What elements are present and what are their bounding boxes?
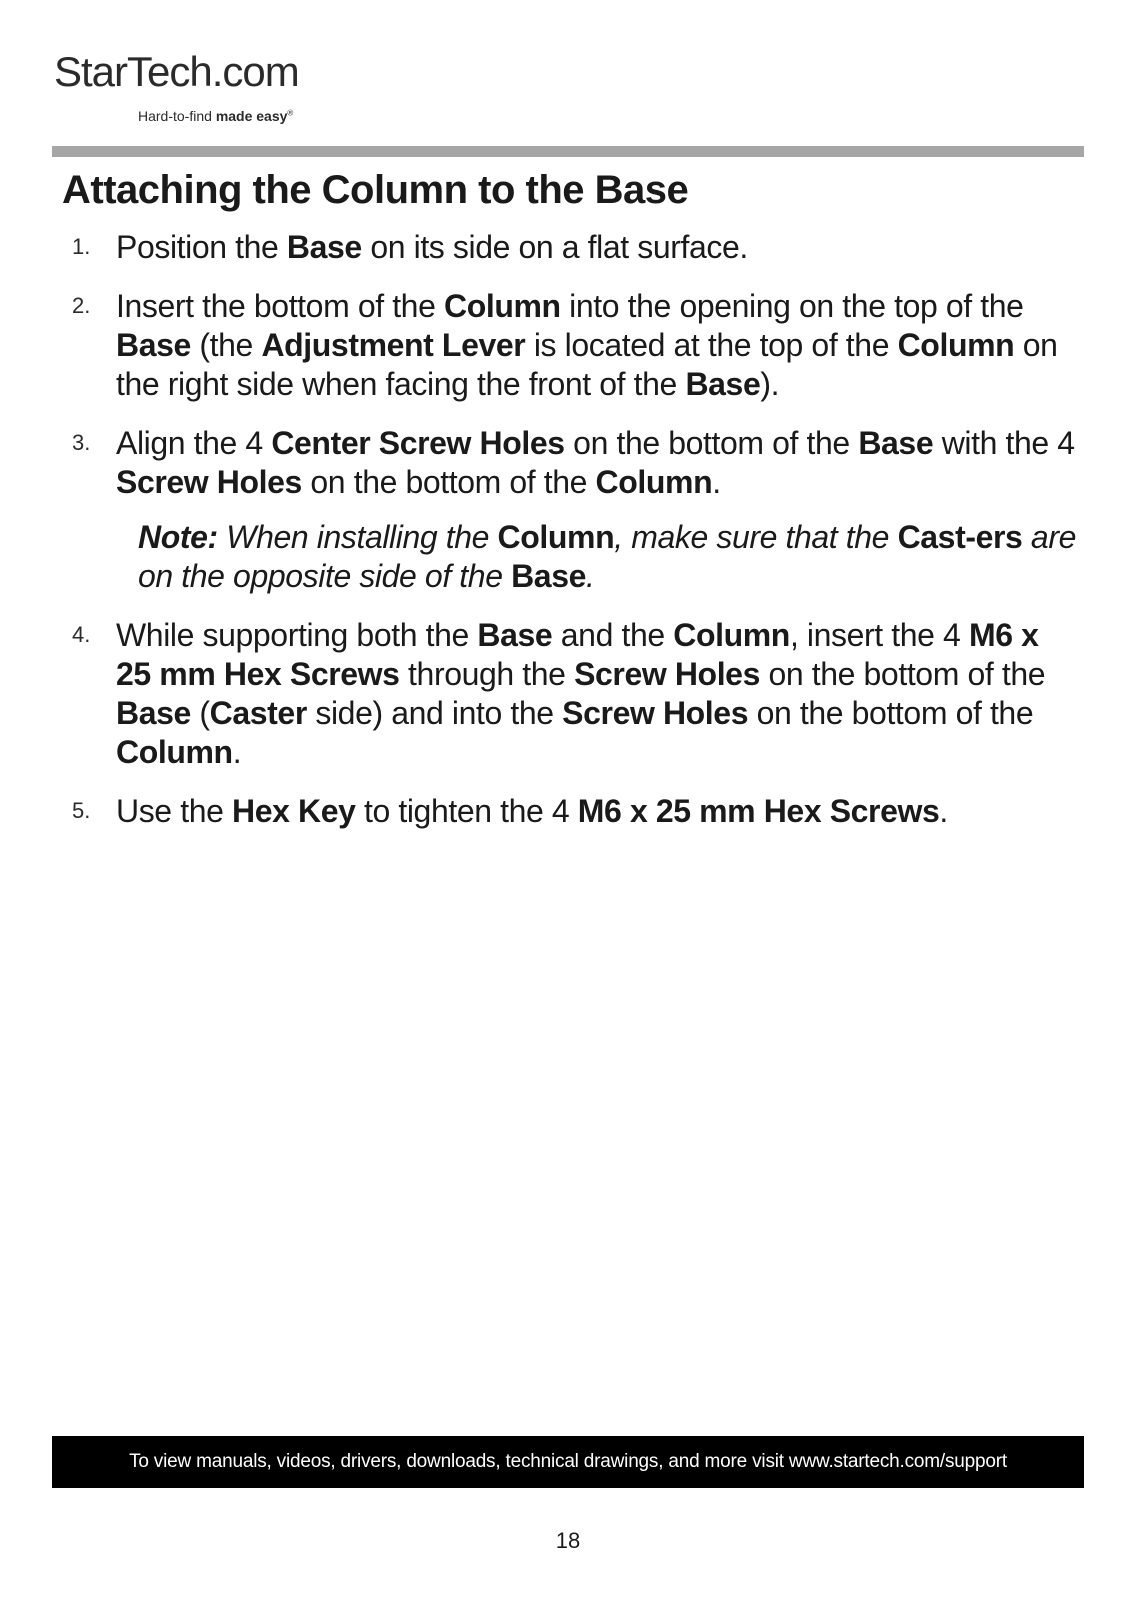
logo-tagline-bold: made easy [215,108,288,124]
logo-tagline [138,108,293,124]
step-text: Insert the bottom of the Column into the opening on the top of the Base (the Adjustment Lever is located at the top of the Column on the right side when facing the front of the Base). [116,288,1058,402]
step-number: 1. [72,234,91,259]
header-divider [52,146,1084,157]
step-text: Position the Base on its side on a flat surface. [116,229,748,265]
logo-wordmark: StarTech.com [54,48,299,95]
note-label: Note: [138,519,218,555]
step-text: Align the 4 Center Screw Holes on the bottom of the Base with the 4 Screw Holes on the bottom of the Column. [116,425,1075,500]
support-footer-bar: To view manuals, videos, drivers, downloads, technical drawings, and more visit www.startech.com/support [52,1436,1084,1488]
step-4 [0,616,1080,772]
note-callout: Note: When installing the Column, make sure that the Cast-ers are on the opposite side of the Base. [138,519,1076,594]
step-1 [0,228,1080,267]
page-number: 18 [555,1528,581,1553]
step-2 [0,287,1080,404]
logo-tagline-regular: Hard-to-find [138,108,216,124]
step-number: 4. [72,622,91,647]
step-text: Use the Hex Key to tighten the 4 M6 x 25 mm Hex Screws. [116,793,948,829]
step-number: 3. [72,430,91,455]
step-text: While supporting both the Base and the Column, insert the 4 M6 x 25 mm Hex Screws through the Screw Holes on the bottom of the Base (Caster side) and into the Screw Holes on the bottom of the Column. [116,617,1046,770]
step-number: 2. [72,293,91,318]
step-5 [0,792,1080,831]
page-title: Attaching the Column to the Base [62,168,689,212]
instruction-steps [0,228,1080,851]
registered-mark: ® [287,108,294,118]
startech-logo [54,50,314,130]
step-3 [0,424,1080,502]
step-number: 5. [72,798,91,823]
